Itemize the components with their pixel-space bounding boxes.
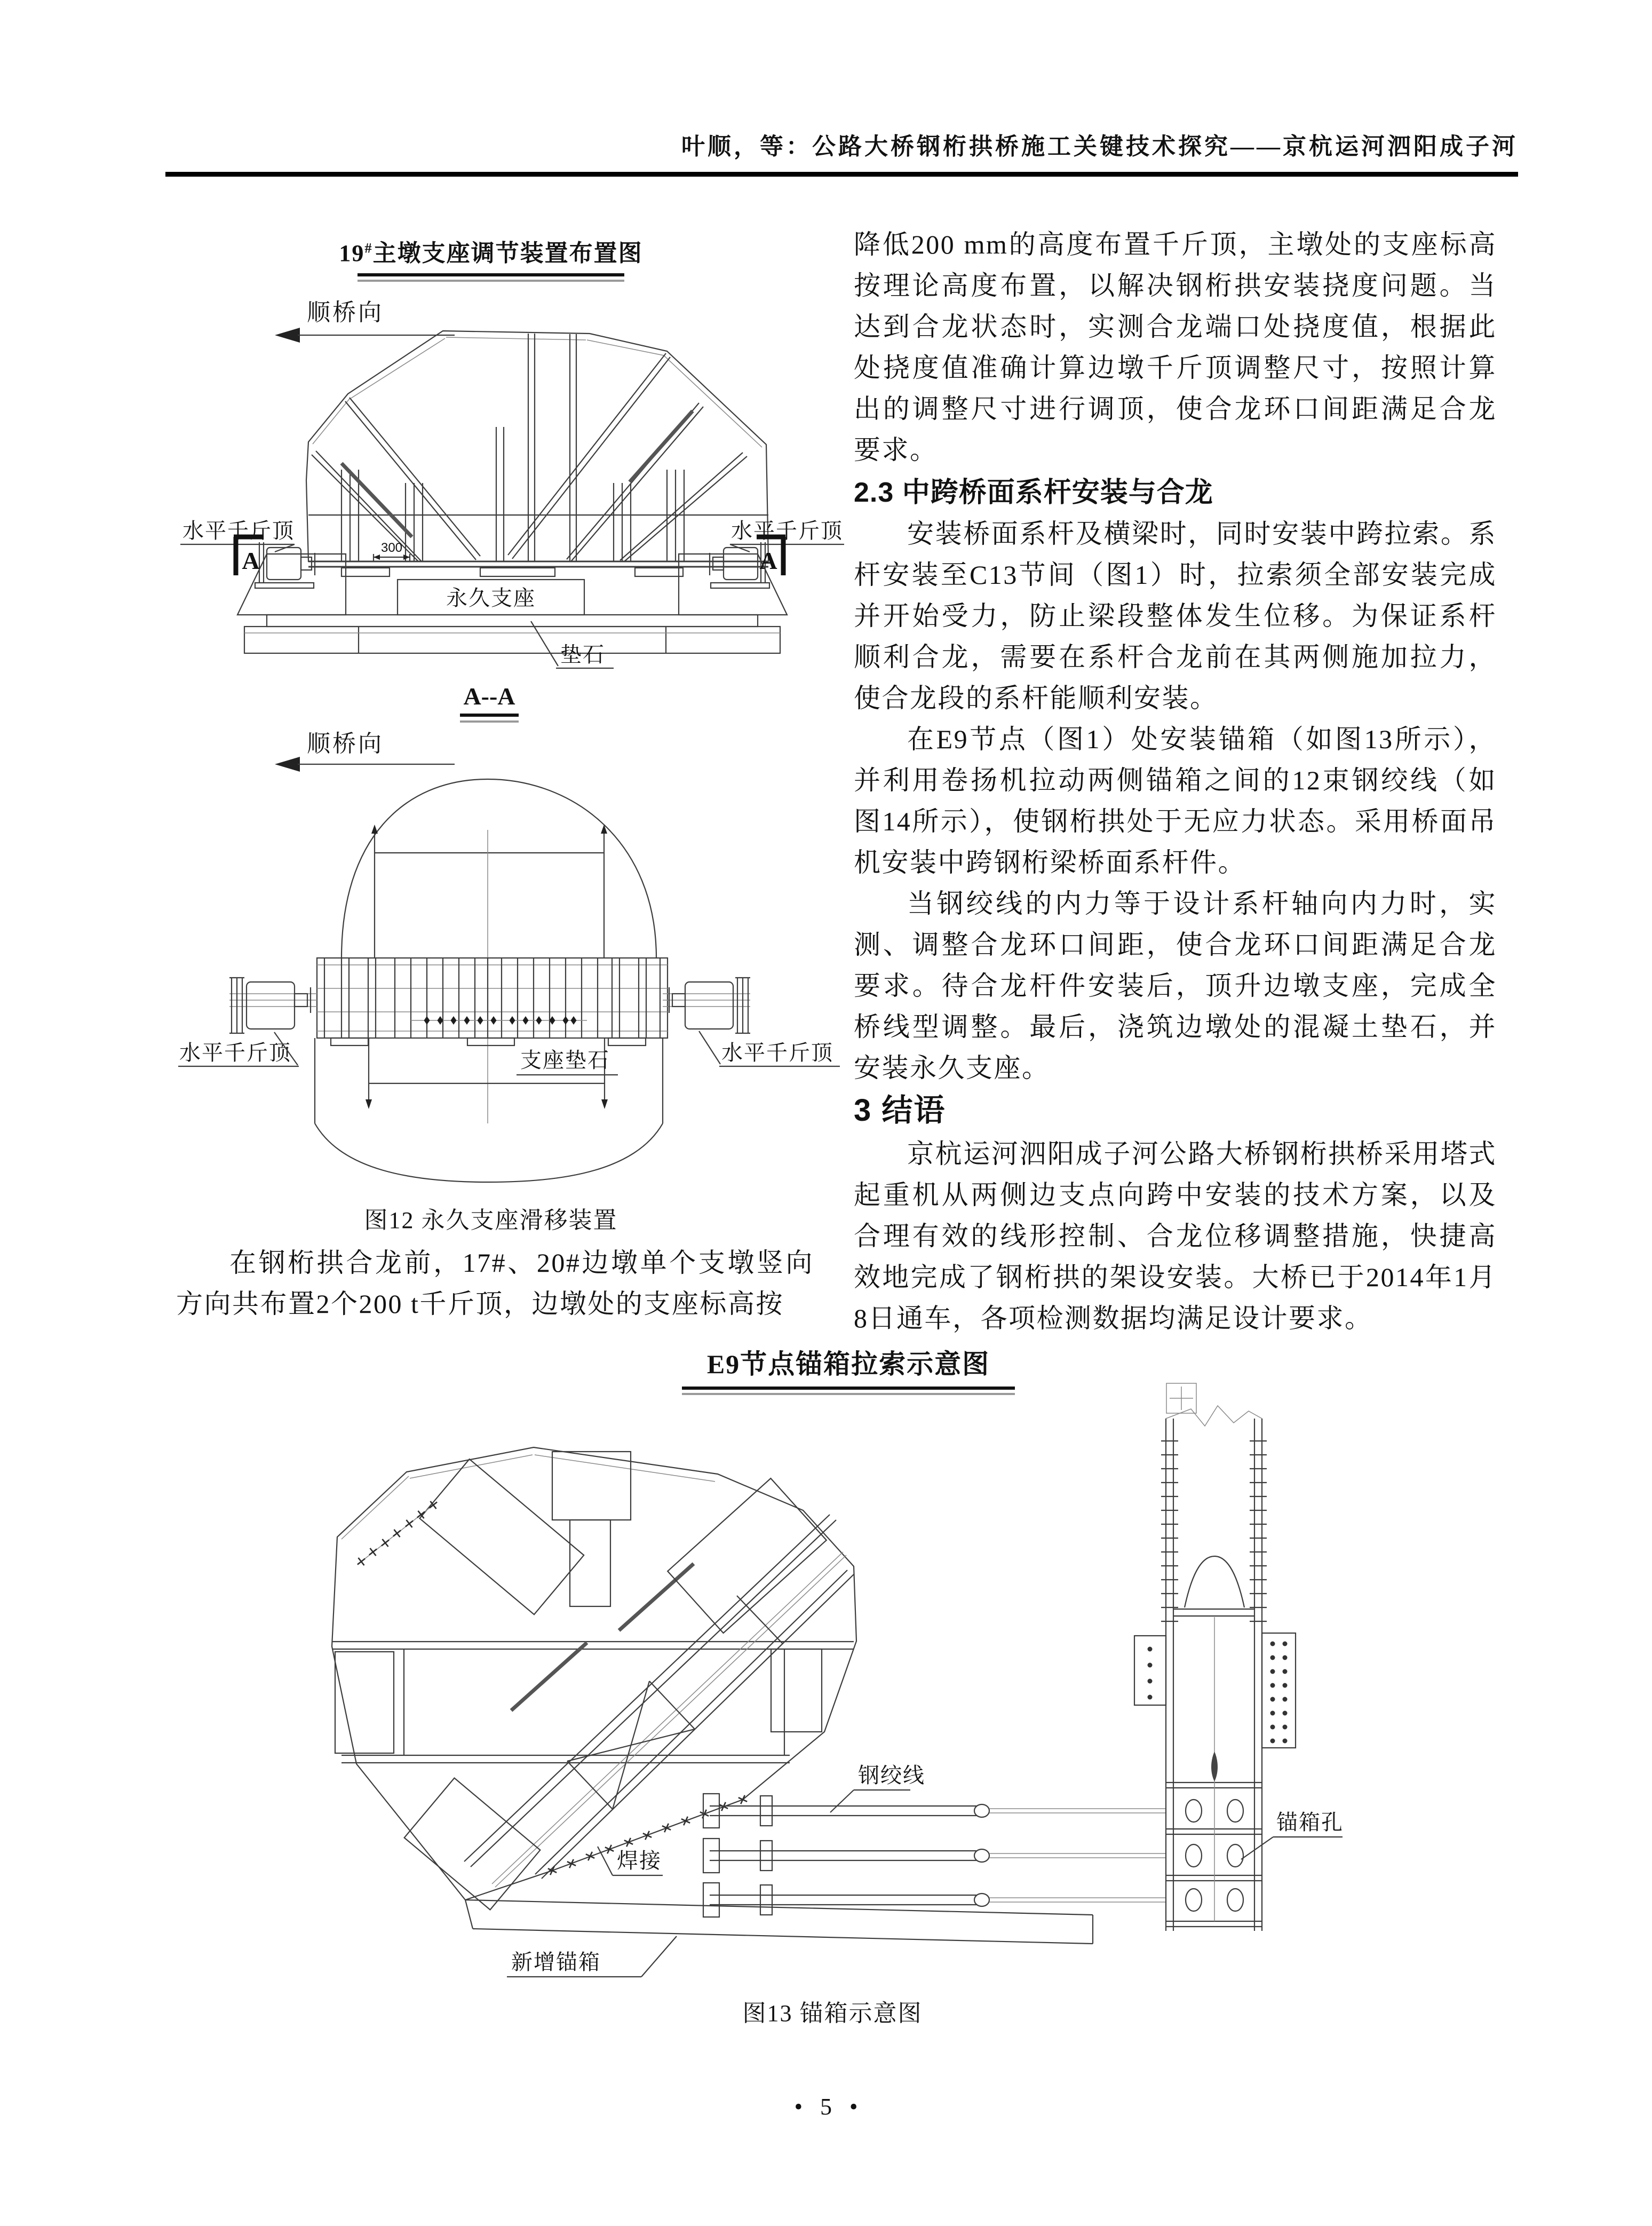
bolt-patch-lower-left <box>404 1778 541 1910</box>
paragraph-5: 京杭运河泗阳成子河公路大桥钢桁拱桥采用塔式起重机从两侧边支点向跨中安装的技术方案，以及合理有效的线形控制、合龙位移调整措施，快捷高效地完成了钢桁拱的架设安装。大桥已于2014年1月8日通车，各项检测数据均满足设计要求。 <box>854 1139 1497 1333</box>
right-column <box>854 224 1497 1339</box>
figure13-diagram <box>288 1388 1382 1985</box>
bolt-patch-top <box>552 1452 631 1520</box>
svg-text:A: A <box>759 547 777 574</box>
figure12-caption: 图12 永久支座滑移装置 <box>364 1207 618 1233</box>
weld-label: 焊接 <box>617 1849 662 1873</box>
anchor-hole-label: 锚箱孔 <box>1276 1810 1344 1834</box>
steel-strands <box>703 1794 1166 1917</box>
jack-label-right: 水平千斤顶 <box>721 1041 833 1065</box>
page-header: 叶顺，等：公路大桥钢桁拱桥施工关键技术探究——京杭运河泗阳成子河 <box>681 133 1518 160</box>
figure13-caption: 图13 锚箱示意图 <box>742 2000 923 2026</box>
anchor-box-strip <box>465 1900 1093 1944</box>
permanent-bearing-label: 永久支座 <box>446 586 536 610</box>
bolt-patch-upper-right <box>668 1478 827 1633</box>
dome-outline <box>341 779 656 958</box>
jack-label-left: 水平千斤顶 <box>182 519 295 543</box>
left-arrow-icon <box>275 757 300 772</box>
jack-label-left: 水平千斤顶 <box>179 1041 291 1065</box>
section-view-title: A--A <box>463 683 515 710</box>
paragraph-1: 降低200 mm的高度布置千斤顶，主墩处的支座标高按理论高度布置，以解决钢桁拱安装挠度问题。当达到合龙状态时，实测合龙端口处挠度值，根据此处挠度值准确计算边墩千斤顶调整尺寸，按照计算出的调整尺寸进行调顶，使合龙环口间距满足合龙要求。 <box>854 229 1497 465</box>
bolt-patch-top-stem <box>570 1520 610 1606</box>
bearing-grillage <box>317 958 668 1038</box>
strand-label: 钢绞线 <box>858 1763 925 1787</box>
paragraph-4: 当钢绞线的内力等于设计系杆轴向内力时，实测、调整合龙环口间距，使合龙环口间距满足合龙要求。待合龙杆件安装后，顶升边墩支座，完成全桥线型调整。最后，浇筑边墩处的混凝土垫石，并安装永久支座。 <box>854 889 1497 1083</box>
direction-label: 顺桥向 <box>307 299 384 326</box>
left-horizontal-jack <box>229 978 317 1033</box>
svg-text:A: A <box>242 547 260 574</box>
direction-label: 顺桥向 <box>307 731 384 757</box>
dimension-label: 300 <box>380 541 403 555</box>
figure13-title: E9节点锚箱拉索示意图 <box>528 1343 1169 1395</box>
figure12-title-text: 19#主墩支座调节装置布置图 <box>339 240 643 266</box>
figure12-title <box>157 234 824 282</box>
gusset-plate-outline <box>332 1447 856 1900</box>
bearing-pad-label: 支座垫石 <box>520 1048 610 1072</box>
figure12-title-rule <box>358 273 624 282</box>
bowl-outline <box>315 1038 663 1182</box>
section-heading-3: 3 结语 <box>854 1093 946 1128</box>
new-anchor-box-label: 新增锚箱 <box>511 1950 601 1974</box>
figure12-diagram2 <box>160 720 854 1190</box>
anchor-box-member <box>1134 1383 1296 1931</box>
header-rule <box>165 172 1518 177</box>
left-arrow-icon <box>275 328 300 343</box>
bolt-patch-right <box>771 1649 822 1732</box>
left-horizontal-jack <box>255 542 315 588</box>
bolt-patch-upper-left <box>419 1459 584 1614</box>
right-horizontal-jack <box>663 978 750 1033</box>
paragraph-2: 安装桥面系杆及横梁时，同时安装中跨拉索。系杆安装至C13节间（图1）时，拉索须全部安装完成并开始受力，防止梁段整体发生位移。为保证系杆顺利合龙，需要在系杆合龙前在其两侧施加拉力，使合龙段的系杆能顺利安装。 <box>854 519 1497 713</box>
paragraph-3: 在E9节点（图1）处安装锚箱（如图13所示），并利用卷扬机拉动两侧锚箱之间的12束钢绞线（如图14所示），使钢桁拱处于无应力状态。采用桥面吊机安装中跨钢桁梁桥面系杆件。 <box>854 724 1497 877</box>
bedding-stone-label: 垫石 <box>560 643 605 667</box>
figure12-diagram1 <box>160 288 854 726</box>
jack-label-right: 水平千斤顶 <box>731 519 843 543</box>
page-number: • 5 • <box>794 2094 858 2120</box>
section-heading-2-3: 2.3 中跨桥面系杆安装与合龙 <box>854 477 1213 508</box>
left-column-paragraph: 在钢桁拱合龙前，17#、20#边墩单个支墩竖向方向共布置2个200 t千斤顶，边墩处的支座标高按 <box>176 1248 814 1319</box>
